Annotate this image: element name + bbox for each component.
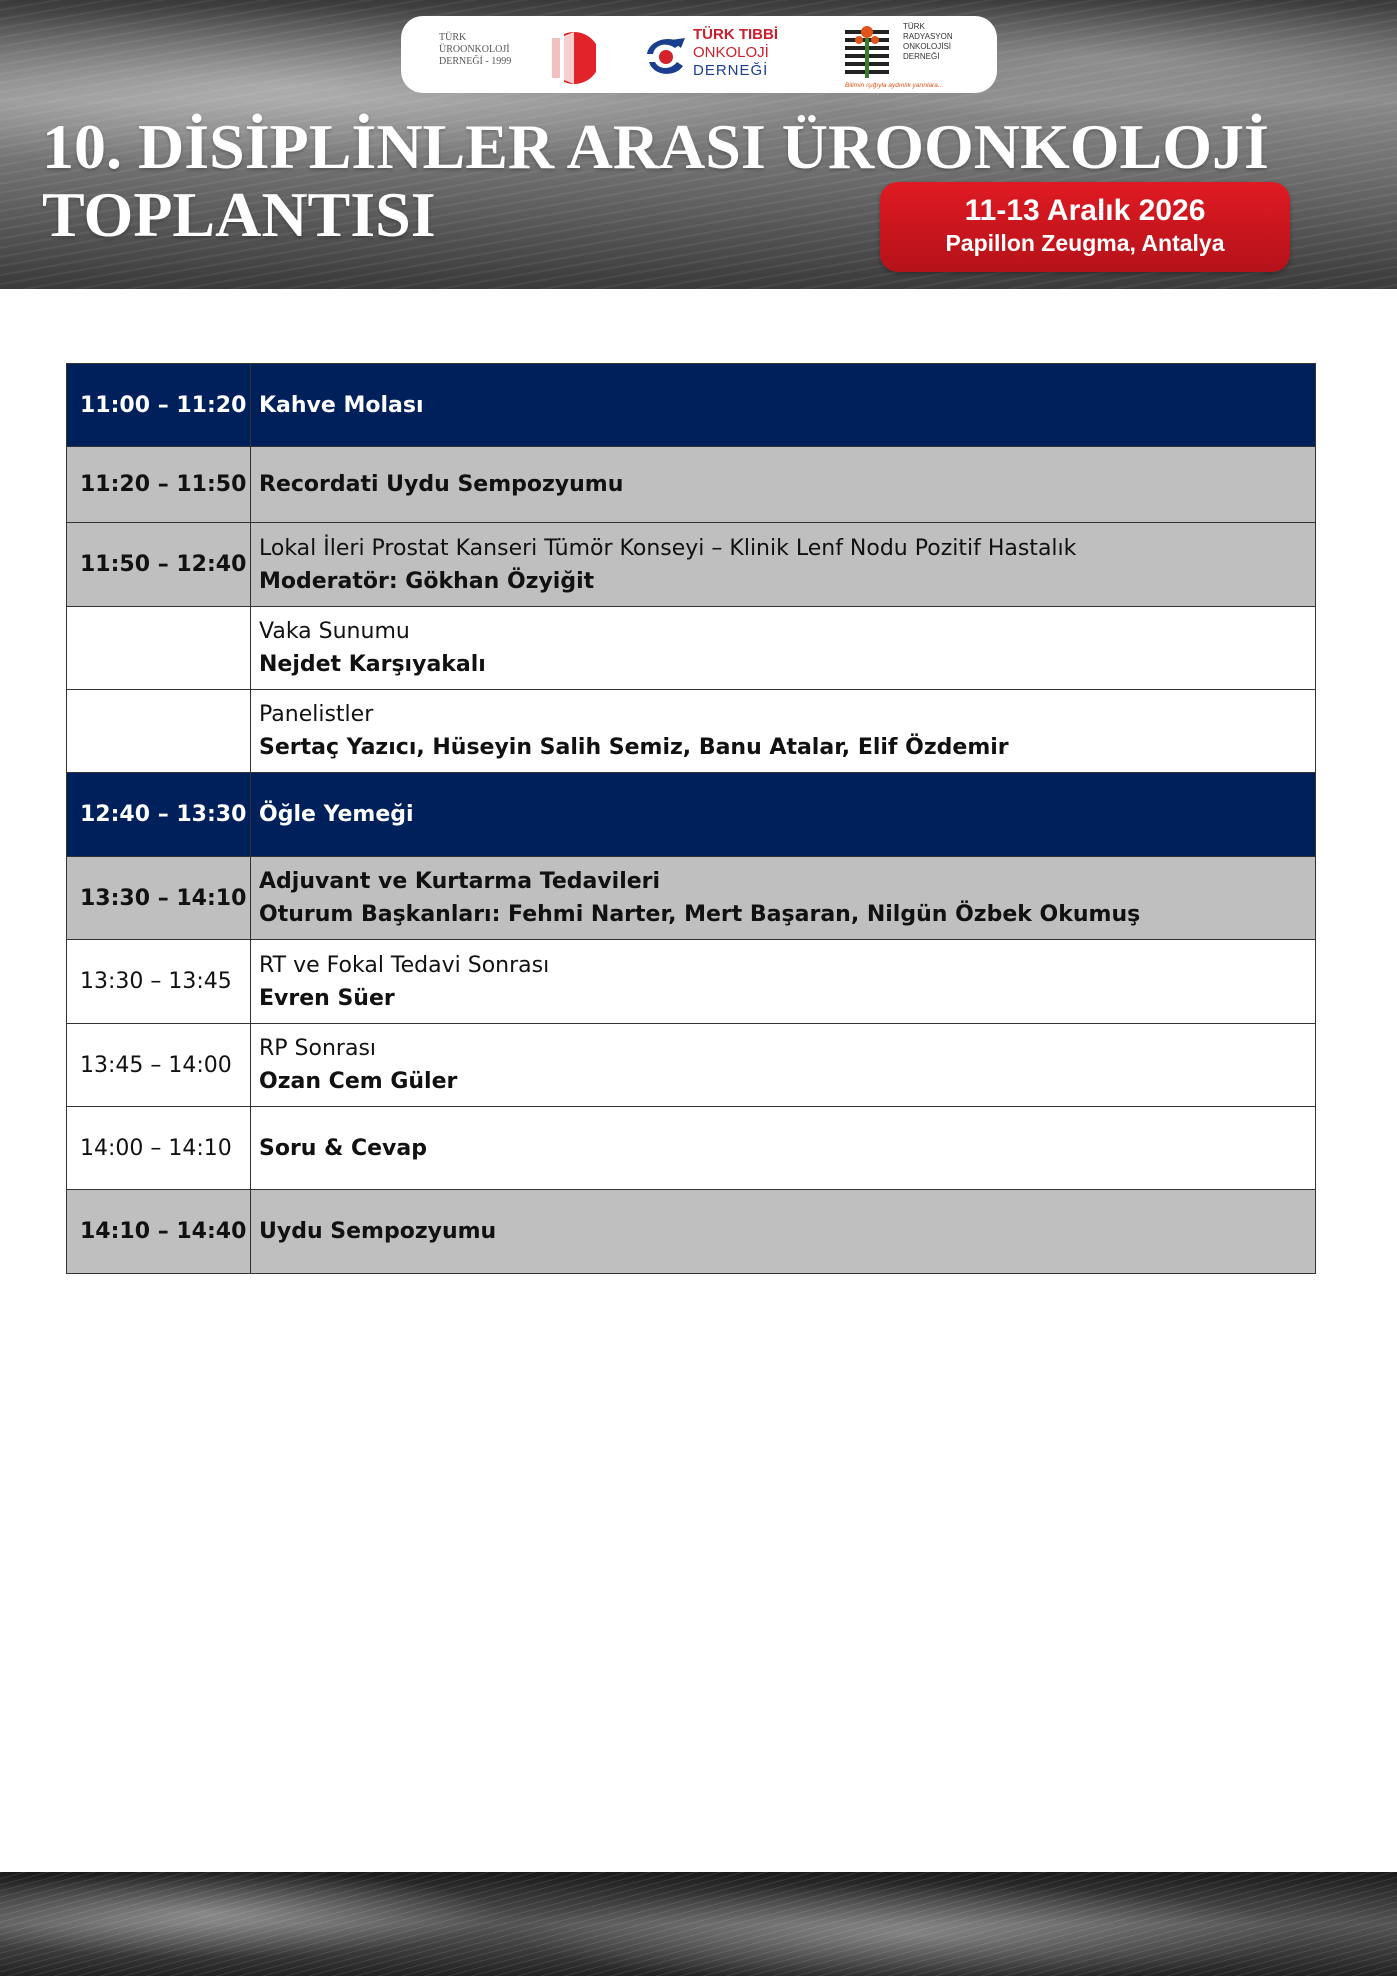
turk-uroonkoloji-logo — [439, 28, 589, 82]
logo2-line3: DERNEĞİ — [693, 62, 769, 79]
event-title-line2: TOPLANTISI — [42, 179, 436, 250]
session-title: Kahve Molası — [259, 392, 424, 418]
session-detail: Moderatör: Gökhan Özyiğit — [259, 568, 595, 594]
session-content — [251, 447, 1316, 523]
session-title: Uydu Sempozyumu — [259, 1219, 497, 1244]
logo1-line2: ÜROONKOLOJİ — [439, 44, 510, 55]
session-detail: Sertaç Yazıcı, Hüseyin Salih Semiz, Banu Atalar, Elif Özdemir — [259, 735, 1009, 760]
logo2-line2: ONKOLOJİ — [693, 44, 769, 61]
session-content — [251, 1190, 1316, 1274]
session-time: 11:20 – 11:50 — [67, 447, 251, 523]
date-venue-badge — [880, 182, 1290, 272]
tibbi-onkoloji-swirl-icon — [641, 32, 689, 80]
schedule-row — [67, 690, 1316, 773]
radyasyon-onkolojisi-logo-text — [903, 22, 953, 62]
session-time: 12:40 – 13:30 — [67, 773, 251, 857]
schedule-body — [67, 364, 1316, 1274]
event-venue: Papillon Zeugma, Antalya — [945, 230, 1225, 256]
session-detail: Oturum Başkanları: Fehmi Narter, Mert Başaran, Nilgün Özbek Okumuş — [259, 902, 1141, 927]
event-title-line1: 10. DİSİPLİNLER ARASI ÜROONKOLOJİ — [42, 111, 1269, 182]
schedule-row — [67, 1024, 1316, 1107]
session-title: RT ve Fokal Tedavi Sonrası — [259, 952, 550, 978]
logo3-line4: DERNEĞİ — [903, 52, 940, 61]
session-time: 14:10 – 14:40 — [67, 1190, 251, 1274]
schedule-row — [67, 940, 1316, 1024]
session-title: Panelistler — [259, 702, 374, 727]
logo3-line2: RADYASYON — [903, 32, 953, 41]
session-title: Recordati Uydu Sempozyumu — [259, 472, 624, 497]
session-title: RP Sonrası — [259, 1036, 377, 1061]
session-detail: Nejdet Karşıyakalı — [259, 652, 486, 677]
session-content — [251, 773, 1316, 857]
session-detail: Ozan Cem Güler — [259, 1069, 458, 1094]
program-schedule-table — [66, 363, 1316, 1274]
session-title: Lokal İleri Prostat Kanseri Tümör Konseyi – Klinik Lenf Nodu Pozitif Hastalık — [259, 535, 1077, 561]
schedule-row — [67, 523, 1316, 607]
logo3-line1: TÜRK — [903, 22, 925, 31]
session-content — [251, 690, 1316, 773]
session-title: Öğle Yemeği — [259, 802, 414, 827]
uroonkoloji-emblem-icon — [544, 28, 596, 88]
session-time: 13:45 – 14:00 — [67, 1024, 251, 1107]
session-time — [67, 690, 251, 773]
session-content — [251, 1107, 1316, 1190]
schedule-row — [67, 1107, 1316, 1190]
radyasyon-onkolojisi-emblem-icon — [845, 24, 889, 82]
session-title: Adjuvant ve Kurtarma Tedavileri — [259, 869, 661, 894]
session-time: 13:30 – 13:45 — [67, 940, 251, 1024]
session-title: Vaka Sunumu — [259, 619, 410, 644]
session-content — [251, 857, 1316, 940]
sponsor-logo-bar — [401, 16, 997, 93]
session-content — [251, 523, 1316, 607]
session-content — [251, 940, 1316, 1024]
schedule-row — [67, 1190, 1316, 1274]
session-content — [251, 1024, 1316, 1107]
logo1-line3: DERNEĞİ - 1999 — [439, 56, 512, 67]
tibbi-onkoloji-logo-text — [693, 26, 778, 80]
session-content — [251, 607, 1316, 690]
header-banner — [0, 0, 1397, 289]
turk-tibbi-onkoloji-logo — [641, 24, 781, 84]
session-time: 13:30 – 14:10 — [67, 857, 251, 940]
session-time: 11:50 – 12:40 — [67, 523, 251, 607]
logo1-line1: TÜRK — [439, 32, 467, 43]
turk-radyasyon-onkolojisi-logo — [845, 20, 975, 90]
session-time: 11:00 – 11:20 — [67, 364, 251, 447]
session-detail: Evren Süer — [259, 985, 395, 1011]
schedule-row — [67, 607, 1316, 690]
session-time: 14:00 – 14:10 — [67, 1107, 251, 1190]
turk-uroonkoloji-logo-text — [439, 32, 511, 68]
logo3-tagline: Bilimin ışığıyla aydınlık yarınlara... — [845, 82, 944, 89]
schedule-row — [67, 773, 1316, 857]
logo2-line1: TÜRK TIBBİ — [693, 26, 778, 43]
schedule-row — [67, 857, 1316, 940]
footer-banner — [0, 1872, 1397, 1976]
session-time — [67, 607, 251, 690]
event-date: 11-13 Aralık 2026 — [964, 194, 1206, 227]
schedule-row — [67, 364, 1316, 447]
session-title: Soru & Cevap — [259, 1135, 427, 1161]
schedule-row — [67, 447, 1316, 523]
logo3-line3: ONKOLOJİSİ — [903, 42, 952, 51]
session-content — [251, 364, 1316, 447]
